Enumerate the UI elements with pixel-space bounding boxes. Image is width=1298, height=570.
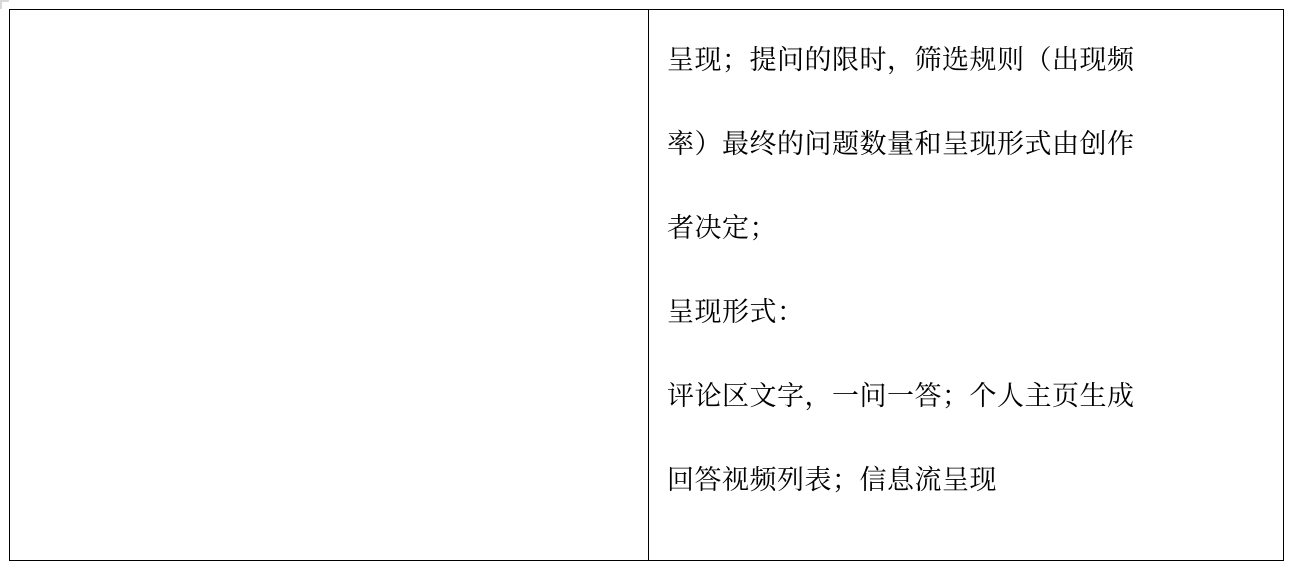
table-cell-right <box>649 10 1284 561</box>
paragraph-3: 者决定； <box>667 213 777 243</box>
table-cell-left-content <box>10 10 648 26</box>
paragraph-2: 率）最终的问题数量和呈现形式由创作 <box>667 129 1135 159</box>
table-cell-left <box>10 10 649 561</box>
paragraph-6: 回答视频列表；信息流呈现 <box>667 465 997 495</box>
scan-edge-mark-left <box>0 0 2 9</box>
paragraph-1: 呈现；提问的限时，筛选规则（出现频 <box>667 45 1135 75</box>
paragraph-5: 评论区文字，一问一答；个人主页生成 <box>667 381 1135 411</box>
document-table <box>9 9 1284 561</box>
paragraph-4: 呈现形式： <box>667 297 805 327</box>
table-cell-right-content <box>649 10 1283 530</box>
table-row <box>10 10 1284 561</box>
